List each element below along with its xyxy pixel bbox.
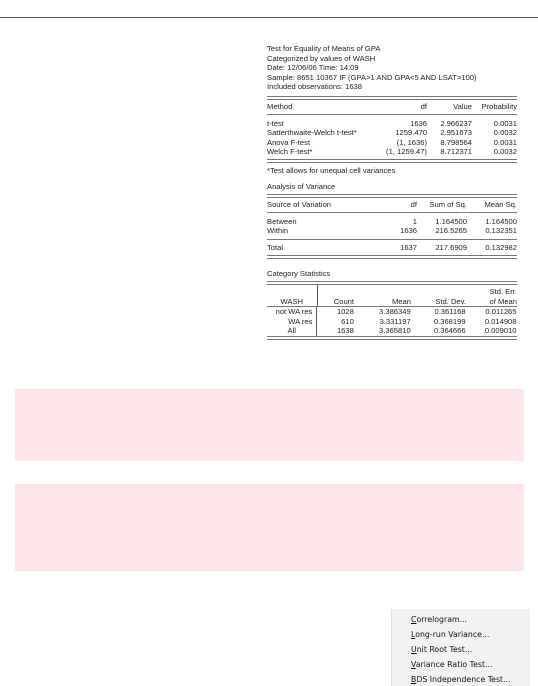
header-line: Categorized by values of WASH	[267, 53, 376, 63]
category-title: Category Statistics	[267, 268, 331, 278]
table-cell: 1636	[400, 226, 417, 236]
table-cell: 3.331197	[379, 316, 411, 326]
table-header-row	[267, 285, 517, 297]
column-header: Sum of Sq.	[429, 200, 467, 210]
header-line: Sample: 8651 10367 IF (GPA>1 AND GPA<5 AND LSAT>100)	[267, 72, 477, 82]
menu-item-correlogram[interactable]	[411, 615, 467, 624]
column-header: Count	[333, 296, 354, 306]
table-header-row	[267, 297, 517, 307]
table-cell: 1	[412, 216, 417, 226]
column-header: Probability	[481, 101, 517, 111]
category-header	[267, 285, 517, 306]
menu-item-label: ong-run Variance...	[415, 630, 490, 639]
context-menu	[391, 609, 530, 686]
note-box	[15, 389, 524, 461]
column-header: df	[410, 200, 417, 210]
table-row	[267, 138, 517, 148]
rule	[267, 212, 517, 213]
table-cell: (1, 1259.47)	[386, 147, 427, 157]
menu-item-mnemonic: L	[411, 630, 416, 639]
column-header: WASH	[267, 297, 317, 307]
column-header: Std. Err.	[489, 287, 517, 297]
table-cell: WA res	[267, 317, 317, 327]
rule	[267, 336, 517, 340]
anova-table-body	[267, 217, 517, 236]
table-row	[267, 119, 517, 129]
table-row	[267, 326, 517, 336]
table-cell: 0.132351	[485, 226, 517, 236]
menu-item-mnemonic: U	[411, 645, 417, 654]
anova-title: Analysis of Variance	[267, 181, 336, 191]
column-header: Std. Dev.	[435, 296, 466, 306]
table-cell: 0.0032	[493, 147, 517, 157]
table-cell: 0.0031	[493, 118, 517, 128]
anova-total	[267, 243, 517, 253]
anova-table	[267, 198, 517, 212]
table-cell: 0.364666	[433, 326, 466, 336]
menu-item-long-run-variance[interactable]	[411, 630, 489, 639]
column-header: Mean Sq.	[484, 200, 517, 210]
menu-item-label: orrelogram...	[416, 615, 468, 624]
rule	[267, 255, 517, 259]
table-cell: All	[267, 326, 317, 336]
menu-item-label: nit Root Test...	[416, 645, 473, 654]
table-cell: 610	[341, 316, 354, 326]
table-cell: 2.951673	[440, 128, 472, 138]
header-line: Test for Equality of Means of GPA	[267, 44, 381, 53]
eviews-output-panel	[267, 44, 517, 340]
tests-table-body	[267, 119, 517, 157]
table-cell: 1636	[410, 118, 427, 128]
table-cell: Welch F-test*	[267, 147, 313, 157]
table-cell: 1259.470	[395, 128, 427, 138]
table-cell: 0.0031	[493, 137, 517, 147]
table-cell: Between	[267, 216, 297, 226]
table-row	[267, 243, 517, 253]
menu-item-mnemonic: B	[411, 675, 417, 684]
table-cell: 0.011265	[485, 307, 517, 317]
table-header-row	[267, 100, 517, 114]
table-cell: 0.368199	[433, 316, 466, 326]
table-row	[267, 226, 517, 236]
menu-item-bds-independence-test[interactable]	[411, 675, 511, 684]
column-header: Mean	[392, 296, 411, 306]
header-line: Included observations: 1638	[267, 82, 362, 92]
table-cell: 0.0032	[493, 128, 517, 138]
table-cell: Within	[267, 226, 289, 236]
table-header-row	[267, 198, 517, 212]
table-cell: (1, 1636)	[396, 137, 427, 147]
rule	[267, 159, 517, 163]
table-cell: Total	[267, 242, 284, 252]
table-row	[267, 307, 517, 317]
table-cell: 0.014908	[484, 316, 517, 326]
table-cell: 8.798564	[440, 137, 472, 147]
category-table	[267, 307, 517, 336]
top-rule	[0, 17, 538, 18]
table-cell: 1.164500	[435, 216, 467, 226]
table-cell: 217.6909	[435, 242, 467, 252]
table-cell: 0.361168	[434, 307, 466, 317]
column-header: of Mean	[489, 296, 517, 306]
output-header	[267, 44, 517, 92]
table-row	[267, 317, 517, 327]
table-cell: 1028	[336, 307, 354, 317]
table-cell: 3.386349	[379, 307, 411, 317]
menu-item-mnemonic: V	[411, 660, 416, 669]
column-header: df	[420, 101, 427, 111]
column-header: Source of Variation	[267, 200, 332, 210]
table-cell: 1637	[400, 242, 417, 252]
table-cell: not WA res	[267, 307, 317, 317]
menu-item-variance-ratio-test[interactable]	[411, 660, 492, 669]
column-header: Value	[453, 101, 472, 111]
table-cell: 0.132982	[485, 242, 517, 252]
table-cell: t-test	[267, 118, 284, 128]
table-cell: Satterthwaite-Welch t-test*	[267, 128, 357, 138]
tests-footnote: *Test allows for unequal cell variances	[267, 165, 396, 175]
menu-item-label: DS Independence Test...	[416, 675, 511, 684]
rule	[267, 114, 517, 115]
note-box	[15, 484, 524, 571]
table-cell: 1638	[336, 326, 354, 336]
menu-item-label: ariance Ratio Test...	[415, 660, 493, 669]
table-cell: 8.712371	[440, 147, 472, 157]
menu-item-unit-root-test[interactable]	[411, 645, 472, 654]
tests-table	[267, 100, 517, 114]
table-cell: 0.009010	[484, 326, 517, 336]
rule	[267, 239, 517, 240]
table-cell: 216.5265	[435, 226, 467, 236]
table-row	[267, 128, 517, 138]
header-line: Date: 12/06/06 Time: 14:09	[267, 63, 359, 73]
column-header: Method	[267, 101, 293, 111]
table-row	[267, 147, 517, 157]
table-cell: Anova F-test	[267, 137, 311, 147]
table-cell: 3.365810	[379, 326, 411, 336]
table-cell: 1.164500	[485, 216, 517, 226]
table-cell: 2.966237	[440, 118, 472, 128]
table-row	[267, 217, 517, 227]
menu-item-mnemonic: C	[411, 615, 417, 624]
